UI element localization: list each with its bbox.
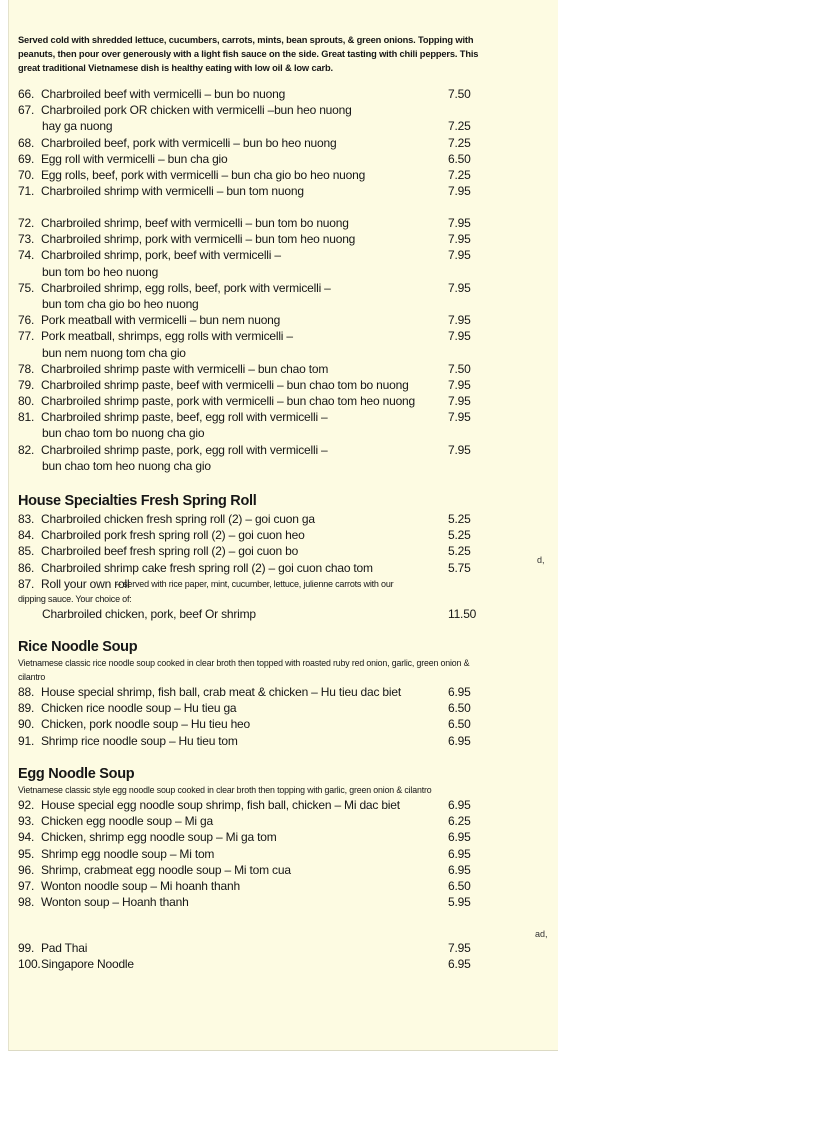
item-name: Pork meatball, shrimps, egg rolls with vermicelli – xyxy=(41,329,293,344)
item-name: Charbroiled beef with vermicelli – bun bo nuong xyxy=(41,87,286,101)
menu-group-vermicelli-2 xyxy=(18,215,488,474)
item-name: Charbroiled pork fresh spring roll (2) – goi cuon heo xyxy=(41,528,305,543)
item-price: 7.50 xyxy=(448,361,471,376)
item-continuation xyxy=(18,458,488,474)
item-price: 7.95 xyxy=(448,280,471,295)
menu-item xyxy=(18,86,488,102)
item-number: 83. xyxy=(18,512,35,526)
item-price: 6.50 xyxy=(448,151,471,166)
item-number: 100. xyxy=(18,957,41,972)
item-price: 7.95 xyxy=(448,232,471,247)
item-continuation xyxy=(18,345,488,361)
section-heading: House Specialties Fresh Spring Roll xyxy=(18,493,257,509)
menu-item xyxy=(18,215,488,231)
item-number: 85. xyxy=(18,544,35,559)
item-name-continued: bun tom bo heo nuong xyxy=(42,264,159,279)
menu-item xyxy=(18,511,488,527)
item-name: Pad Thai xyxy=(41,941,88,955)
item-name: House special egg noodle soup shrimp, fish ball, chicken – Mi dac biet xyxy=(41,798,400,812)
item-name: Wonton soup – Hoanh thanh xyxy=(41,895,189,910)
item-number: 72. xyxy=(18,216,35,230)
item-name: Charbroiled shrimp paste with vermicelli – bun chao tom xyxy=(41,361,329,376)
item-price: 7.95 xyxy=(448,410,471,425)
item-number: 84. xyxy=(18,528,35,543)
menu-item xyxy=(18,312,488,328)
menu-item xyxy=(18,543,488,559)
menu-group-vermicelli-1 xyxy=(18,86,488,199)
item-name: Charbroiled beef fresh spring roll (2) – goi cuon bo xyxy=(41,544,299,559)
item-name-continued: hay ga nuong xyxy=(42,119,113,134)
item-name: Charbroiled shrimp paste, pork, egg roll with vermicelli – xyxy=(41,442,328,457)
item-continuation xyxy=(18,264,488,280)
item-price: 6.25 xyxy=(448,814,471,829)
item-name: Charbroiled shrimp, egg rolls, beef, pork with vermicelli – xyxy=(41,280,331,295)
item-number: 71. xyxy=(18,184,35,199)
menu-item xyxy=(18,797,488,813)
item-name: Egg roll with vermicelli – bun cha gio xyxy=(41,151,228,166)
item-continuation xyxy=(18,118,488,134)
item-number: 73. xyxy=(18,232,35,247)
item-price: 7.25 xyxy=(448,119,471,134)
section-egg-noodle-soup xyxy=(18,765,488,910)
item-name: Charbroiled pork OR chicken with vermicelli –bun heo nuong xyxy=(41,103,352,118)
item-name: Charbroiled shrimp, pork with vermicelli – bun tom heo nuong xyxy=(41,232,356,247)
menu-item xyxy=(18,956,488,972)
item-name: House special shrimp, fish ball, crab meat & chicken – Hu tieu dac biet xyxy=(41,685,401,699)
item-price: 5.25 xyxy=(448,544,471,559)
item-name: Chicken, pork noodle soup – Hu tieu heo xyxy=(41,717,251,732)
item-name: Chicken, shrimp egg noodle soup – Mi ga tom xyxy=(41,830,277,845)
menu-item xyxy=(18,102,488,118)
menu-item xyxy=(18,183,488,199)
item-price: 6.50 xyxy=(448,701,471,716)
stray-mark: d, xyxy=(537,555,545,565)
menu-item xyxy=(18,878,488,894)
item-name: Shrimp egg noodle soup – Mi tom xyxy=(41,846,215,861)
item-price: 7.95 xyxy=(448,442,471,457)
item-name: Charbroiled shrimp, beef with vermicelli – bun tom bo nuong xyxy=(41,216,349,230)
item-price: 6.50 xyxy=(448,717,471,732)
item-name: Charbroiled shrimp, pork, beef with vermicelli – xyxy=(41,248,281,263)
menu-item xyxy=(18,576,488,592)
item-number: 94. xyxy=(18,830,35,845)
menu-item xyxy=(18,247,488,263)
stray-mark: ad, xyxy=(535,929,548,939)
item-number: 98. xyxy=(18,895,35,910)
item-price: 11.50 xyxy=(448,606,477,621)
item-number: 99. xyxy=(18,941,35,955)
menu-item xyxy=(18,135,488,151)
item-name-continued: bun nem nuong tom cha gio xyxy=(42,345,186,360)
item-name: Charbroiled chicken fresh spring roll (2) – goi cuon ga xyxy=(41,512,315,526)
menu-item xyxy=(18,733,488,749)
item-number: 86. xyxy=(18,560,35,575)
menu-item xyxy=(18,862,488,878)
menu-item xyxy=(18,894,488,910)
item-price: 5.25 xyxy=(448,528,471,543)
item-name: Charbroiled shrimp paste, beef with vermicelli – bun chao tom bo nuong xyxy=(41,377,409,392)
menu-item xyxy=(18,361,488,377)
item-price: 7.95 xyxy=(448,941,471,955)
menu-item xyxy=(18,280,488,296)
item-price: 7.95 xyxy=(448,184,471,199)
menu-item xyxy=(18,527,488,543)
item-name-continued: bun chao tom bo nuong cha gio xyxy=(42,426,205,441)
menu-item xyxy=(18,940,488,956)
item-continuation xyxy=(18,425,488,441)
item-note: – served with rice paper, mint, cucumber, lettuce, julienne carrots with our xyxy=(116,578,394,589)
item-name-continued: bun chao tom heo nuong cha gio xyxy=(42,458,211,473)
item-name: Charbroiled shrimp with vermicelli – bun tom nuong xyxy=(41,184,304,199)
section-heading: Egg Noodle Soup xyxy=(18,766,135,782)
item-price: 7.25 xyxy=(448,135,471,150)
section-description: Vietnamese classic rice noodle soup cooked in clear broth then topped with roasted ruby red onion, garlic, green onion & cilantro xyxy=(18,658,470,682)
item-name: Charbroiled beef, pork with vermicelli – bun bo heo nuong xyxy=(41,135,337,150)
item-price: 6.95 xyxy=(448,846,471,861)
item-number: 67. xyxy=(18,103,35,118)
item-price: 7.95 xyxy=(448,377,471,392)
item-name: Singapore Noodle xyxy=(41,957,134,972)
item-price: 6.95 xyxy=(448,685,471,699)
item-price: 5.25 xyxy=(448,512,471,526)
item-number: 88. xyxy=(18,685,35,699)
item-choice xyxy=(18,606,488,622)
item-price: 6.95 xyxy=(448,733,471,748)
item-name: Charbroiled shrimp paste, beef, egg roll with vermicelli – xyxy=(41,410,328,425)
menu-item xyxy=(18,684,488,700)
item-number: 82. xyxy=(18,442,35,457)
item-name: Chicken rice noodle soup – Hu tieu ga xyxy=(41,701,237,716)
item-number: 68. xyxy=(18,135,35,150)
item-number: 70. xyxy=(18,167,35,182)
item-number: 93. xyxy=(18,814,35,829)
section-fresh-spring-roll xyxy=(18,492,488,622)
item-choice-text: Charbroiled chicken, pork, beef Or shrimp xyxy=(42,606,256,621)
item-price: 6.95 xyxy=(448,830,471,845)
menu-item xyxy=(18,328,488,344)
item-number: 87. xyxy=(18,576,35,591)
item-price: 6.95 xyxy=(448,798,471,812)
item-name: Shrimp rice noodle soup – Hu tieu tom xyxy=(41,733,238,748)
menu-item xyxy=(18,700,488,716)
item-number: 74. xyxy=(18,248,35,263)
item-price: 5.75 xyxy=(448,560,471,575)
item-number: 92. xyxy=(18,798,35,812)
menu-item xyxy=(18,231,488,247)
item-price: 6.95 xyxy=(448,862,471,877)
item-name: Roll your own roll xyxy=(41,576,130,591)
menu-item xyxy=(18,716,488,732)
menu-item xyxy=(18,442,488,458)
item-number: 91. xyxy=(18,733,35,748)
item-name: Chicken egg noodle soup – Mi ga xyxy=(41,814,213,829)
item-number: 69. xyxy=(18,151,35,166)
item-price: 6.50 xyxy=(448,878,471,893)
item-price: 7.95 xyxy=(448,394,471,409)
section-description: Vietnamese classic style egg noodle soup cooked in clear broth then topping with garlic, green onion & cilantro xyxy=(18,785,432,795)
item-continuation xyxy=(18,296,488,312)
section-rice-noodle-soup xyxy=(18,638,488,749)
item-number: 78. xyxy=(18,361,35,376)
item-price: 5.95 xyxy=(448,895,471,910)
menu-item xyxy=(18,167,488,183)
item-name-continued: bun tom cha gio bo heo nuong xyxy=(42,296,199,311)
item-name: Shrimp, crabmeat egg noodle soup – Mi tom cua xyxy=(41,862,291,877)
item-name: Pork meatball with vermicelli – bun nem nuong xyxy=(41,313,281,328)
item-price: 7.95 xyxy=(448,313,471,328)
item-name: Egg rolls, beef, pork with vermicelli – bun cha gio bo heo nuong xyxy=(41,167,366,182)
item-name: Charbroiled shrimp cake fresh spring roll (2) – goi cuon chao tom xyxy=(41,560,373,575)
section-heading: Rice Noodle Soup xyxy=(18,639,138,655)
menu-item xyxy=(18,409,488,425)
item-number: 81. xyxy=(18,410,35,425)
item-number: 79. xyxy=(18,377,35,392)
item-price: 7.95 xyxy=(448,329,471,344)
item-name: Charbroiled shrimp paste, pork with vermicelli – bun chao tom heo nuong xyxy=(41,394,416,409)
item-number: 80. xyxy=(18,394,35,409)
menu-group-noodles xyxy=(18,940,488,972)
item-number: 96. xyxy=(18,862,35,877)
item-number: 75. xyxy=(18,280,35,295)
item-number: 77. xyxy=(18,329,35,344)
item-number: 66. xyxy=(18,87,35,101)
item-name: Wonton noodle soup – Mi hoanh thanh xyxy=(41,878,240,893)
item-price: 7.25 xyxy=(448,167,471,182)
item-number: 97. xyxy=(18,878,35,893)
item-price: 7.95 xyxy=(448,216,471,230)
menu-item xyxy=(18,846,488,862)
item-note-line: dipping sauce. Your choice of: xyxy=(18,593,132,604)
menu-item xyxy=(18,377,488,393)
item-number: 90. xyxy=(18,717,35,732)
item-number: 89. xyxy=(18,701,35,716)
item-number: 95. xyxy=(18,846,35,861)
item-price: 7.50 xyxy=(448,87,471,101)
item-price: 6.95 xyxy=(448,957,471,972)
vermicelli-description: Served cold with shredded lettuce, cucumbers, carrots, mints, bean sprouts, & green onions. Topping with peanuts, then pour over generously with a light fish sauce on the side. Great tasting with chili peppers. This great traditional Vietnamese dish is healthy eating with low oil & low carb. xyxy=(18,35,479,73)
menu-item xyxy=(18,560,488,576)
menu-item xyxy=(18,829,488,845)
menu-item xyxy=(18,813,488,829)
menu-item xyxy=(18,393,488,409)
item-number: 76. xyxy=(18,313,35,328)
item-price: 7.95 xyxy=(448,248,471,263)
menu-item xyxy=(18,151,488,167)
